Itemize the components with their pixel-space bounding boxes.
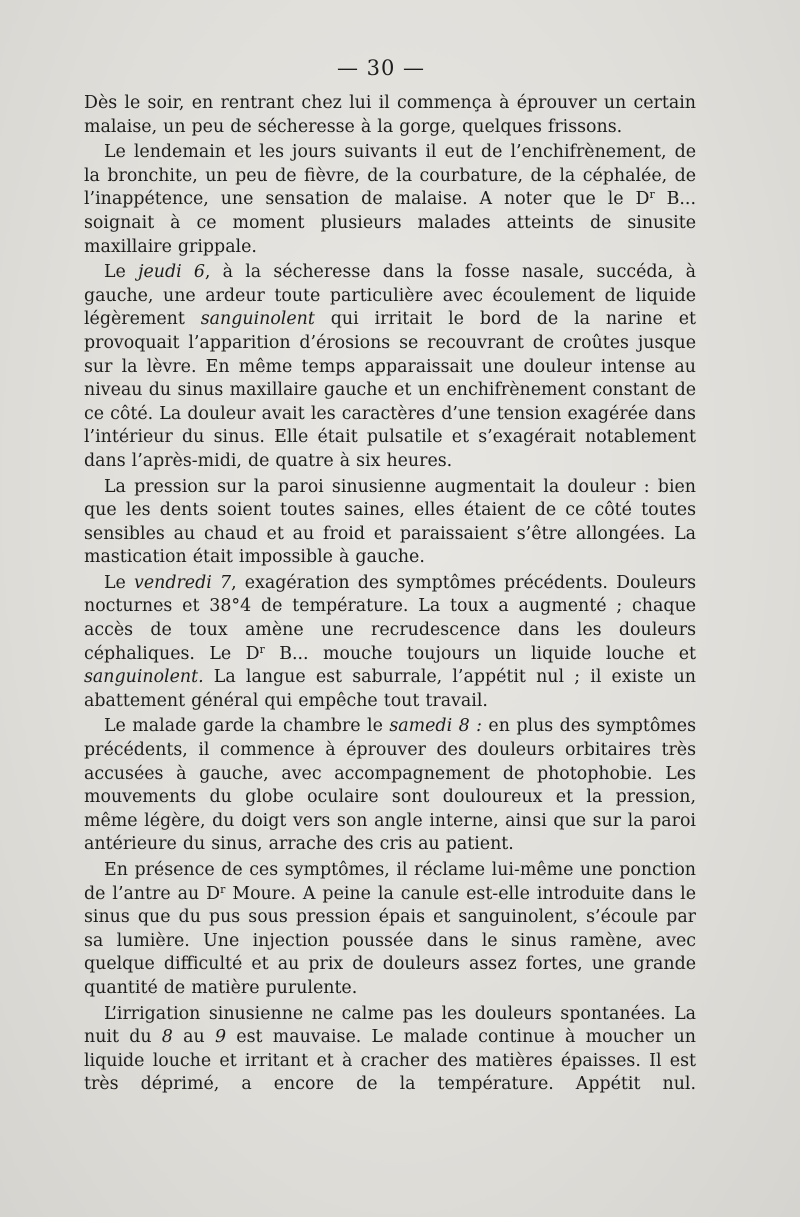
text-run: , à la sécheresse dans la fosse nasale, succéda, à gauche, une ardeur toute particulière avec écoulement de liquide légèrement (84, 262, 696, 330)
text-run: La pression sur la paroi sinusienne augmentait la douleur : bien que les dents soient toutes saines, elles étaient de ce côté toutes sensibles au chaud et au froid et paraissaient s’être allongées. La mastication était impossible à gauche. (84, 476, 696, 568)
italic-term: sanguinolent (200, 309, 315, 330)
paragraph-6 (84, 715, 696, 857)
italic-date: samedi 8 : (389, 716, 482, 737)
text-run: est mauvaise. Le malade continue à moucher un liquide louche et irritant et à cracher des matières épaisses. Il est très déprimé, a encore de la température. Appétit nul. (84, 1027, 697, 1095)
paragraph-7 (84, 859, 696, 1001)
italic-date: jeudi 6 (138, 262, 205, 283)
superscript-r: r (259, 642, 265, 656)
text-run: au (172, 1027, 215, 1048)
text-run: La langue est saburrale, l’appétit nul ; il existe un abattement général qui empêche tout travail. (84, 667, 696, 711)
paragraph-8 (84, 1003, 696, 1097)
text-run: , exagération des symptômes précédents. Douleurs nocturnes et 38°4 de température. La toux a augmenté ; chaque accès de toux amène une recrudescence dans les douleurs céphaliques. Le D (84, 572, 696, 664)
italic-date: vendredi 7 (134, 572, 232, 593)
paragraph-2 (84, 141, 696, 259)
paragraph-3 (84, 261, 696, 473)
text-run: en plus des symptômes précédents, il commence à éprouver des douleurs orbitaires très accusées à gauche, avec accompagnement de photophobie. Les mouvements du globe oculaire sont douloureux et la pression, même légère, du doigt vers son angle interne, ainsi que sur la paroi antérieure du sinus, arrache des cris au patient. (84, 716, 696, 855)
page-body (84, 52, 696, 1097)
text-run: En présence de ces symptômes, il réclame lui-même une ponction de l’antre au D (84, 860, 696, 904)
superscript-r: r (649, 188, 655, 202)
paragraph-5 (84, 572, 696, 714)
text-run: Le (104, 572, 135, 593)
text-run: Dès le soir, en rentrant chez lui il commença à éprouver un certain malaise, un peu de sécheresse à la gorge, quelques frissons. (84, 93, 696, 137)
text-run: Le (104, 262, 139, 283)
superscript-r: r (220, 882, 226, 896)
text-run: B... soignait à ce moment plusieurs malades atteints de sinusite maxillaire grippale. (84, 189, 696, 257)
text-run: L’irrigation sinusienne ne calme pas les douleurs spontanées. La nuit du (84, 1003, 696, 1048)
text-run: Moure. A peine la canule est-elle introduite dans le sinus que du pus sous pression épais et sanguinolent, s’écoule par sa lumière. Une injection poussée dans le sinus ramène, avec quelque difficulté et au prix de douleurs assez fortes, une grande quantité de matière purulente. (84, 883, 696, 998)
page-number: — 30 — (336, 56, 426, 80)
italic-date: 8 (161, 1027, 173, 1048)
paragraph-4 (84, 476, 696, 570)
italic-term: sanguinolent. (84, 667, 204, 688)
text-run: Le malade garde la chambre le (104, 716, 390, 737)
paragraph-1 (84, 92, 696, 139)
text-run: B... mouche toujours un liquide louche et (264, 643, 696, 664)
italic-date: 9 (214, 1027, 227, 1048)
text-run: qui irritait le bord de la narine et provoquait l’apparition d’érosions se recouvrant de croûtes jusque sur la lèvre. En même temps apparaissait une douleur intense au niveau du sinus maxillaire gauche et un enchifrènement constant de ce côté. La douleur avait les caractères d’une tension exagérée dans l’intérieur du sinus. Elle était pulsatile et s’exagérait notablement dans l’après-midi, de quatre à six heures. (84, 309, 696, 471)
text-run: Le lendemain et les jours suivants il eut de l’enchifrènement, de la bronchite, un peu de fièvre, de la courbature, de la céphalée, de l’inappétence, une sensation de malaise. A noter que le D (84, 142, 696, 210)
